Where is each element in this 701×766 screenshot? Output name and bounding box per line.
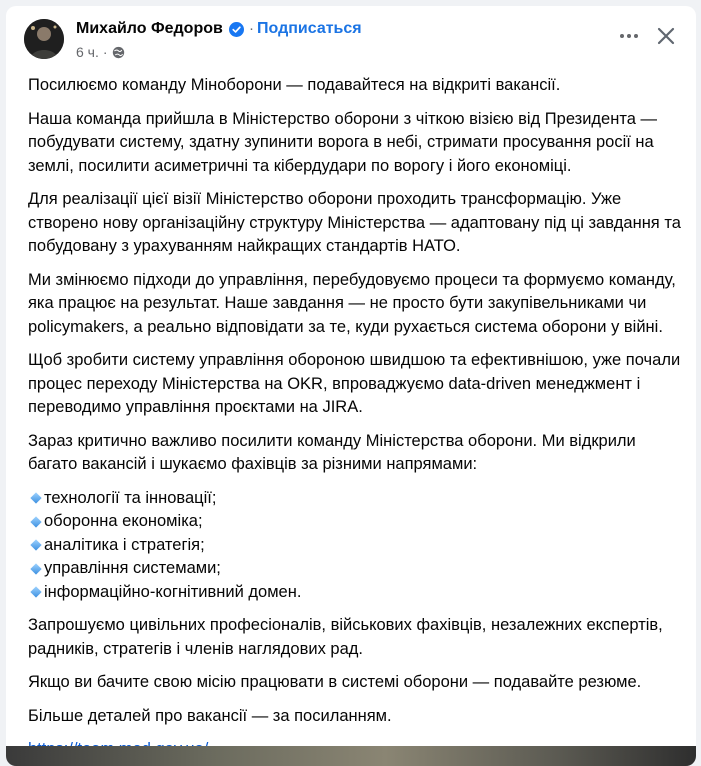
list-item xyxy=(28,510,688,534)
post-image-preview[interactable] xyxy=(6,746,696,766)
post-paragraph: Зараз критично важливо посилити команду Міністерства оборони. Ми відкрили багато вакансій і шукаємо фахівців за різними напрямами: xyxy=(28,431,636,473)
post-paragraph: Наша команда прийшла в Міністерство оборони з чіткою візією від Президента — побудувати систему, здатну зупинити ворога в небі, стримати просування росії на землі, посилити асиметричні та кібердудари по ворогу і його економіці. xyxy=(28,109,657,175)
more-options-button[interactable] xyxy=(613,20,645,52)
author-name[interactable]: Михайло Федоров xyxy=(76,20,223,37)
author-avatar[interactable] xyxy=(24,19,64,59)
post-paragraph: Ми змінюємо підходи до управління, перебудовуємо процеси та формуємо команду, яка працює на результат. Наше завдання — не просто бути закупівельниками чи policymakers, а реально відповідати за те, куди рухається система оборони у війні. xyxy=(28,270,676,336)
post-meta xyxy=(76,44,125,60)
blue-diamond-icon xyxy=(30,493,41,504)
list-item xyxy=(28,557,688,581)
post-time[interactable]: 6 ч. xyxy=(76,44,99,60)
list-item-text: управління системами; xyxy=(44,559,221,577)
post-paragraph: Щоб зробити систему управління обороною швидшою та ефективнішою, уже почали процес переходу Міністерства на OKR, впроваджуємо data-driven менеджмент і переводимо управління проєктами на JIRA. xyxy=(28,351,681,416)
avatar-image xyxy=(24,19,64,59)
vacancy-list xyxy=(28,487,688,605)
list-item-text: аналітика і стратегія; xyxy=(44,535,205,554)
post-paragraph: Більше деталей про вакансії — за посиланням. xyxy=(28,706,392,725)
close-icon xyxy=(657,27,675,45)
blue-diamond-icon xyxy=(30,540,41,551)
post-paragraph: Для реалізації цієї візії Міністерство оборони проходить трансформацію. Уже створено нову організаційну структуру Міністерства — адаптовану під ці завдання та побудовану з урахуванням найкращих стандартів НАТО. xyxy=(28,190,681,255)
post-paragraph: Посилюємо команду Міноборони — подавайтеся на відкриті вакансії. xyxy=(28,76,561,94)
list-item xyxy=(28,487,688,511)
post-header xyxy=(6,6,696,66)
list-item-text: оборонна економіка; xyxy=(44,512,203,530)
header-separator: · xyxy=(249,20,254,37)
meta-separator: · xyxy=(102,44,108,60)
blue-diamond-icon xyxy=(30,563,41,574)
verified-badge-icon xyxy=(229,22,244,37)
blue-diamond-icon xyxy=(30,516,41,527)
list-item xyxy=(28,534,688,558)
more-options-icon xyxy=(619,33,639,39)
close-button[interactable] xyxy=(650,20,682,52)
post-paragraph: Якщо ви бачите свою місію працювати в системі оборони — подавайте резюме. xyxy=(28,673,642,691)
globe-icon[interactable] xyxy=(112,46,125,59)
subscribe-button[interactable]: Подписаться xyxy=(257,20,362,37)
post-body xyxy=(28,74,688,766)
list-item-text: інформаційно-когнітивний домен. xyxy=(44,582,302,601)
list-item-text: технології та інновації; xyxy=(44,488,217,507)
blue-diamond-icon xyxy=(30,587,41,598)
post-card xyxy=(6,6,696,766)
post-paragraph: Запрошуємо цивільних професіоналів, військових фахівців, незалежних експертів, радників, стратегів і членів наглядових рад. xyxy=(28,616,663,658)
list-item xyxy=(28,581,688,605)
